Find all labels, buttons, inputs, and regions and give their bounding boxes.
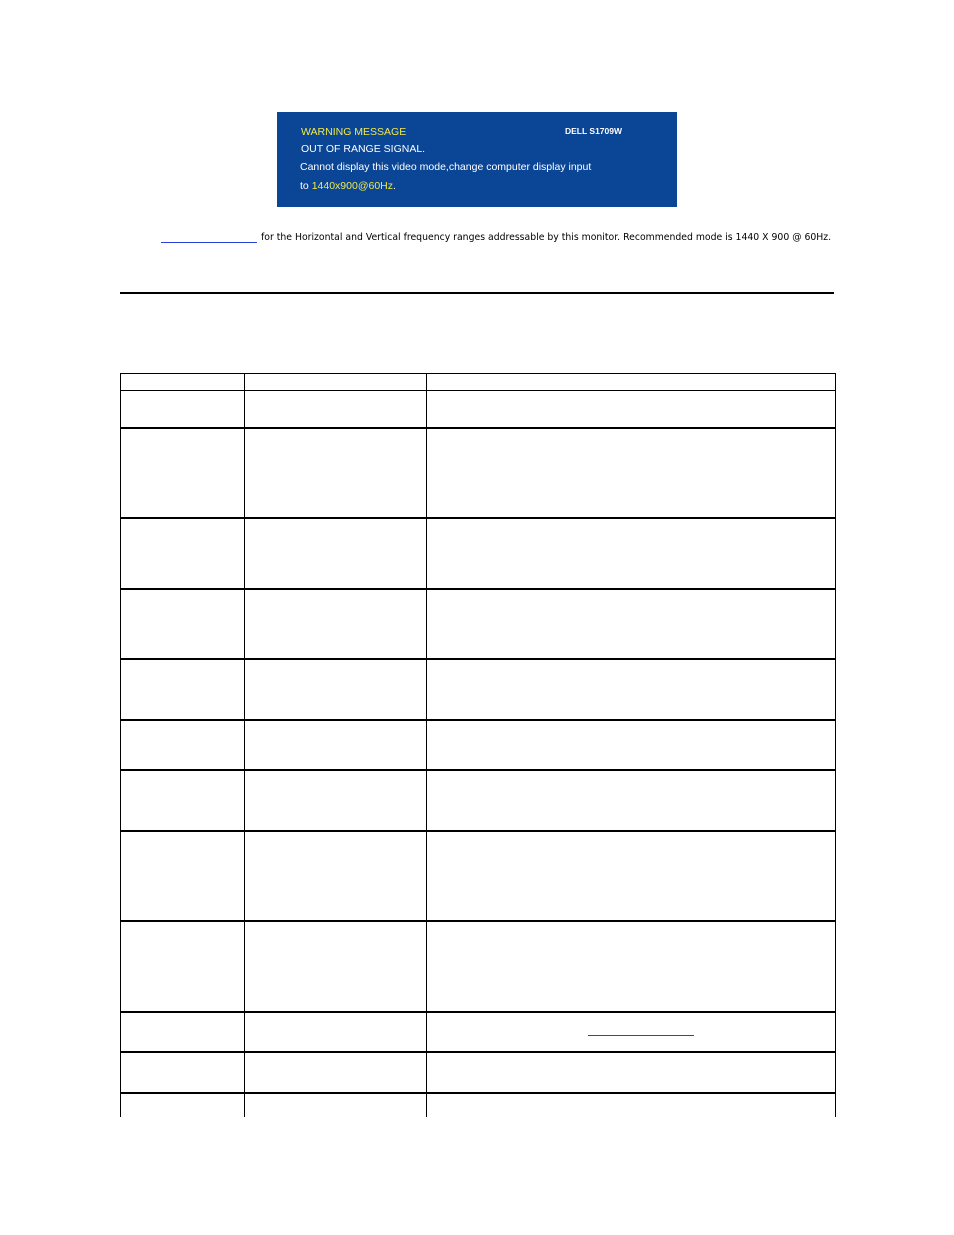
out-of-range-warning-screenshot (277, 112, 677, 207)
recommended-mode-line (300, 180, 396, 192)
frequency-range-text: for the Horizontal and Vertical frequency ranges addressable by this monitor. Recommended mode is 1440 X 900 @ 60Hz. (261, 232, 832, 243)
mode-prefix: to (300, 180, 312, 192)
monitor-model-label: DELL S1709W (565, 126, 623, 136)
row-divider (121, 1011, 835, 1013)
recommended-mode-value: 1440x900@60Hz (311, 180, 393, 192)
row-divider (121, 658, 835, 660)
warning-message-title: WARNING MESSAGE (301, 126, 407, 138)
table-cell-link[interactable] (588, 1035, 694, 1036)
row-divider (121, 427, 835, 429)
column-divider-2 (426, 374, 427, 1117)
row-divider (121, 719, 835, 721)
frequency-range-note (161, 231, 831, 243)
header-row-divider (121, 390, 835, 391)
section-divider (120, 292, 834, 294)
troubleshooting-table (120, 373, 836, 1117)
specifications-link[interactable] (161, 231, 257, 243)
row-divider (121, 830, 835, 832)
row-divider (121, 588, 835, 590)
display-mode-message: Cannot display this video mode,change computer display input (300, 161, 592, 173)
row-divider (121, 920, 835, 922)
out-of-range-signal-text: OUT OF RANGE SIGNAL. (301, 143, 426, 155)
row-divider (121, 517, 835, 519)
row-divider (121, 1051, 835, 1053)
row-divider (121, 769, 835, 771)
column-divider-1 (244, 374, 245, 1117)
mode-suffix: . (393, 180, 396, 192)
row-divider (121, 1092, 835, 1094)
